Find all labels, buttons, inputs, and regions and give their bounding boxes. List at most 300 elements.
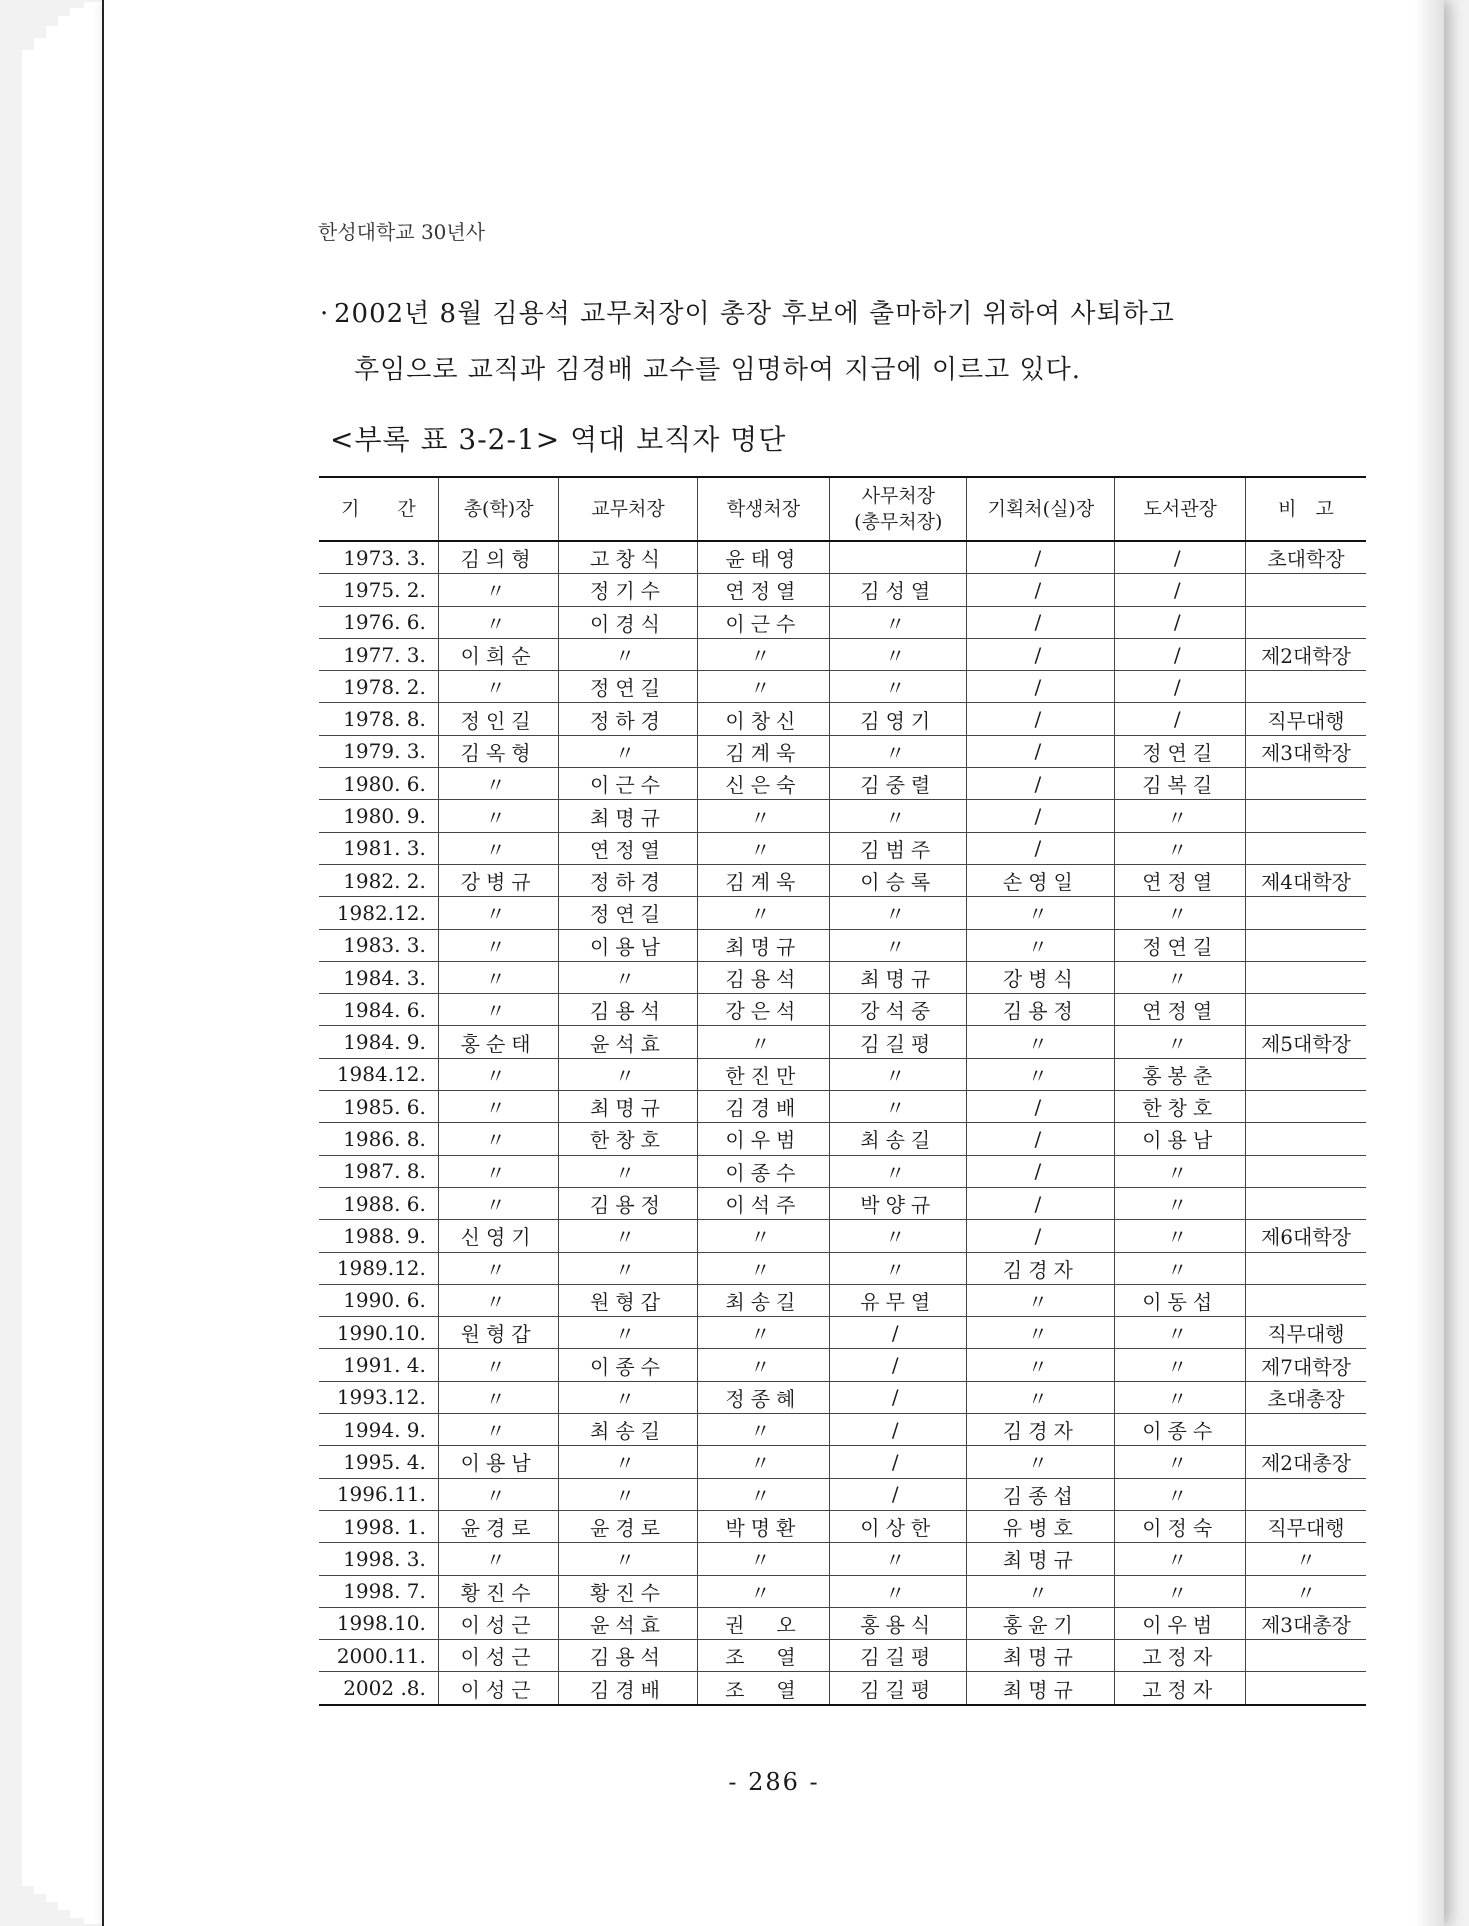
table-cell: 〃 [697,1414,830,1446]
table-cell: 강병규 [438,864,559,896]
table-cell: / [830,1317,967,1349]
table-cell: 이종수 [559,1349,697,1381]
table-cell: 김용정 [967,994,1115,1026]
table-cell: 〃 [697,638,830,670]
table-cell: 홍용식 [830,1607,967,1639]
table-cell: 김경배 [697,1091,830,1123]
table-cell: 제2대총장 [1245,1446,1366,1478]
table-cell: 제7대학장 [1245,1349,1366,1381]
table-cell: 김경자 [967,1252,1115,1284]
table-cell: 직무대행 [1245,1510,1366,1542]
table-cell: 이우범 [1115,1607,1245,1639]
table-row [319,800,1366,832]
table-cell: / [967,735,1115,767]
table-cell: / [830,1446,967,1478]
table-cell: 〃 [438,1284,559,1316]
table-cell: 김길평 [830,1672,967,1705]
table-cell [1245,768,1366,800]
table-cell: 〃 [438,574,559,606]
table-cell [1245,1058,1366,1090]
table-cell: 〃 [438,1187,559,1219]
table-cell [1245,961,1366,993]
table-cell: 김계욱 [697,864,830,896]
table-row [319,1349,1366,1381]
table-cell [1245,1284,1366,1316]
table-cell: 〃 [438,832,559,864]
table-cell: 〃 [830,638,967,670]
table-cell: 〃 [438,1155,559,1187]
table-cell: 최명규 [967,1672,1115,1705]
table-cell: 1976. 6. [319,606,438,638]
table-cell: 김경배 [559,1672,697,1705]
table-cell: 1998. 3. [319,1543,438,1575]
table-cell [1245,574,1366,606]
table-cell: 〃 [1115,1155,1245,1187]
table-cell: / [967,574,1115,606]
table-cell: 〃 [967,1381,1115,1413]
table-cell: 1982.12. [319,897,438,929]
table-row [319,638,1366,670]
table-cell: 홍봉춘 [1115,1058,1245,1090]
table-cell: 이정숙 [1115,1510,1245,1542]
table-row [319,1058,1366,1090]
table-cell: 〃 [967,897,1115,929]
header-academic-affairs: 교무처장 [559,477,697,541]
table-cell: 1980. 9. [319,800,438,832]
table-cell: 1990. 6. [319,1284,438,1316]
table-cell: 〃 [438,1381,559,1413]
table-cell: 박양규 [830,1187,967,1219]
paragraph-text-1: 2002년 8월 김용석 교무처장이 총장 후보에 출마하기 위하여 사퇴하고 [334,299,1175,329]
header-student-affairs [697,477,830,541]
table-cell: 1986. 8. [319,1123,438,1155]
table-caption: <부록 표 3-2-1> 역대 보직자 명단 [330,423,787,456]
table-cell: 〃 [438,1478,559,1510]
table-cell: 신은숙 [697,768,830,800]
table-cell: 홍순태 [438,1026,559,1058]
table-cell: 초대총장 [1245,1381,1366,1413]
table-cell: / [967,1091,1115,1123]
table-cell: 〃 [1115,832,1245,864]
table-cell: 〃 [559,1220,697,1252]
table-cell: 〃 [967,1026,1115,1058]
paragraph-line-1 [320,286,1380,342]
table-cell: 김의형 [438,541,559,574]
header-period: 기 간 [319,477,438,541]
table-cell: 1975. 2. [319,574,438,606]
table-cell: 이석주 [697,1187,830,1219]
table-cell: 손영일 [967,864,1115,896]
header-library: 도서관장 [1115,477,1245,541]
table-cell: 〃 [1115,800,1245,832]
table-cell: 1983. 3. [319,929,438,961]
table-cell [1245,1123,1366,1155]
bullet-mark: · [320,299,330,329]
table-cell: 김계욱 [697,735,830,767]
header-note: 비 고 [1245,477,1366,541]
table-cell: 최명규 [967,1543,1115,1575]
table-row [319,703,1366,735]
table-cell: 김중렬 [830,768,967,800]
table-row [319,864,1366,896]
header-planning: 기획처(실)장 [967,477,1115,541]
table-row [319,832,1366,864]
table-row [319,671,1366,703]
table-cell: 조 열 [697,1672,830,1705]
table-cell: 김범주 [830,832,967,864]
table-cell: 1984. 6. [319,994,438,1026]
table-cell: 정연길 [1115,735,1245,767]
table-cell: 신영기 [438,1220,559,1252]
table-cell: 고정자 [1115,1672,1245,1705]
table-cell: 초대학장 [1245,541,1366,574]
table-cell: 〃 [967,1349,1115,1381]
document-page [102,0,1444,1926]
table-cell: 〃 [830,897,967,929]
table-cell: / [830,1349,967,1381]
table-cell: 〃 [830,1220,967,1252]
table-cell: 이근수 [697,606,830,638]
table-cell: 1990.10. [319,1317,438,1349]
table-cell: 1984. 9. [319,1026,438,1058]
table-cell: 1984.12. [319,1058,438,1090]
table-cell: 제3대총장 [1245,1607,1366,1639]
table-row [319,541,1366,574]
table-cell: 1998. 7. [319,1575,438,1607]
table-row [319,961,1366,993]
table-cell: 김용정 [559,1187,697,1219]
table-cell: 이성근 [438,1640,559,1672]
table-cell: 김용석 [697,961,830,993]
table-cell: 〃 [1115,1478,1245,1510]
table-cell [1245,671,1366,703]
table-cell: 직무대행 [1245,703,1366,735]
table-cell: 〃 [1115,1252,1245,1284]
table-cell: 〃 [559,638,697,670]
table-cell: / [967,800,1115,832]
table-cell: 조 열 [697,1640,830,1672]
table-cell: 1977. 3. [319,638,438,670]
table-cell: 〃 [559,1252,697,1284]
table-cell: 1984. 3. [319,961,438,993]
table-cell [1245,897,1366,929]
table-cell: 정연길 [559,671,697,703]
table-cell: 한창호 [1115,1091,1245,1123]
table-cell: 1998. 1. [319,1510,438,1542]
table-header-row [319,477,1366,541]
table-row [319,1091,1366,1123]
table-row [319,1252,1366,1284]
table-cell: 〃 [697,800,830,832]
table-cell: / [1115,606,1245,638]
table-cell: / [830,1414,967,1446]
table-cell: 연정열 [1115,864,1245,896]
table-row [319,1672,1366,1705]
table-cell: 1978. 2. [319,671,438,703]
table-cell: 〃 [697,671,830,703]
table-cell: 〃 [830,1058,967,1090]
table-cell: / [967,1220,1115,1252]
table-cell: 〃 [830,671,967,703]
table-cell: 1979. 3. [319,735,438,767]
header-student-affairs-label: 학생처장 [726,498,801,520]
table-cell: 〃 [438,1414,559,1446]
table-cell: 〃 [438,1252,559,1284]
table-cell: 정연길 [1115,929,1245,961]
table-row [319,1155,1366,1187]
table-cell: 윤태영 [697,541,830,574]
table-row [319,1026,1366,1058]
table-cell: 〃 [1115,961,1245,993]
table-cell: 〃 [830,1155,967,1187]
table-cell: 〃 [559,1478,697,1510]
table-row [319,1381,1366,1413]
table-cell [1245,1187,1366,1219]
table-cell: 이용남 [559,929,697,961]
table-cell [1245,606,1366,638]
table-cell: 제3대학장 [1245,735,1366,767]
table-cell: 최송길 [830,1123,967,1155]
table-cell: 〃 [1115,1446,1245,1478]
table-cell: 강은석 [697,994,830,1026]
table-cell: 최명규 [697,929,830,961]
table-cell: 이근수 [559,768,697,800]
table-cell: 〃 [697,897,830,929]
table-cell: 직무대행 [1245,1317,1366,1349]
table-cell: 〃 [1115,897,1245,929]
body-paragraph [320,286,1380,398]
table-cell: 〃 [830,800,967,832]
table-cell: / [1115,574,1245,606]
table-cell: 〃 [1115,1381,1245,1413]
table-cell: 〃 [438,1543,559,1575]
table-cell: 김옥형 [438,735,559,767]
table-cell: 김길평 [830,1026,967,1058]
table-cell: 최송길 [697,1284,830,1316]
table-cell: 〃 [697,1543,830,1575]
table-cell: / [967,703,1115,735]
table-cell: 1991. 4. [319,1349,438,1381]
table-cell: 1980. 6. [319,768,438,800]
table-row [319,735,1366,767]
table-cell: 1994. 9. [319,1414,438,1446]
table-cell [1245,1155,1366,1187]
table-cell [830,541,967,574]
table-cell: 〃 [830,735,967,767]
table-cell: 1988. 9. [319,1220,438,1252]
table-row [319,606,1366,638]
table-cell: 최명규 [559,800,697,832]
table-cell: 제6대학장 [1245,1220,1366,1252]
table-cell: 1982. 2. [319,864,438,896]
table-cell: 강병식 [967,961,1115,993]
table-cell: 윤석효 [559,1026,697,1058]
table-cell: 〃 [559,1317,697,1349]
table-cell: 이용남 [1115,1123,1245,1155]
table-row [319,897,1366,929]
table-cell: / [967,1155,1115,1187]
paragraph-line-2: 후임으로 교직과 김경배 교수를 임명하여 지금에 이르고 있다. [354,355,1082,385]
table-cell: / [830,1478,967,1510]
table-cell: 〃 [697,832,830,864]
table-cell: 정인길 [438,703,559,735]
table-cell [1245,929,1366,961]
table-cell: 1993.12. [319,1381,438,1413]
table-cell: 김용석 [559,994,697,1026]
table-cell [1245,1252,1366,1284]
table-row [319,1640,1366,1672]
table-cell: / [967,606,1115,638]
table-cell: 이상한 [830,1510,967,1542]
table-cell: 〃 [1245,1575,1366,1607]
table-cell: 연정열 [697,574,830,606]
table-cell: 〃 [1115,1187,1245,1219]
table-cell: 1989.12. [319,1252,438,1284]
table-cell: / [1115,671,1245,703]
table-cell: 〃 [1115,1026,1245,1058]
table-cell: 〃 [830,1252,967,1284]
table-cell: 〃 [1115,1575,1245,1607]
table-cell: 〃 [967,929,1115,961]
table-cell: 1995. 4. [319,1446,438,1478]
table-cell: 2000.11. [319,1640,438,1672]
table-row [319,1284,1366,1316]
table-body [319,541,1366,1705]
table-cell: / [967,1187,1115,1219]
table-cell [1245,1672,1366,1705]
table-cell [1245,1091,1366,1123]
table-cell: 정기수 [559,574,697,606]
running-title: 한성대학교 30년사 [318,220,486,244]
table-cell: 〃 [438,994,559,1026]
table-cell: 김영기 [830,703,967,735]
table-cell: 2002 .8. [319,1672,438,1705]
table-cell: 〃 [830,1091,967,1123]
table-cell: 제4대학장 [1245,864,1366,896]
table-cell: 윤석효 [559,1607,697,1639]
table-cell: 원형갑 [438,1317,559,1349]
table-cell: 1985. 6. [319,1091,438,1123]
table-cell [1245,1414,1366,1446]
table-row [319,1510,1366,1542]
table-cell: 유병호 [967,1510,1115,1542]
table-cell: 연정열 [1115,994,1245,1026]
table-cell: 〃 [697,1220,830,1252]
table-cell: 〃 [438,961,559,993]
table-cell: 〃 [559,735,697,767]
table-cell: 〃 [559,1446,697,1478]
table-cell: 원형갑 [559,1284,697,1316]
table-cell: 〃 [1115,1220,1245,1252]
table-cell [1245,994,1366,1026]
table-cell: / [1115,703,1245,735]
table-cell [1245,1640,1366,1672]
table-cell: 〃 [697,1575,830,1607]
table-cell: 〃 [830,1543,967,1575]
table-cell: 제2대학장 [1245,638,1366,670]
table-cell: 〃 [438,897,559,929]
page-number: - 286 - [728,1768,820,1796]
table-cell: 〃 [1115,1317,1245,1349]
table-cell: 〃 [697,1349,830,1381]
table-row [319,1543,1366,1575]
table-row [319,1478,1366,1510]
table-cell: 〃 [967,1446,1115,1478]
header-general-affairs [830,477,967,541]
table-cell: 1973. 3. [319,541,438,574]
page-shadow [1414,0,1444,1926]
header-general-line-2: (총무처장) [854,511,943,533]
table-cell: 강석중 [830,994,967,1026]
table-cell: 1996.11. [319,1478,438,1510]
table-row [319,1317,1366,1349]
table-cell: 김성열 [830,574,967,606]
header-president: 총(학)장 [438,477,559,541]
table-cell: 〃 [1245,1543,1366,1575]
table-cell: / [1115,638,1245,670]
table-cell: 〃 [697,1252,830,1284]
table-cell [1245,800,1366,832]
table-cell: 〃 [559,1381,697,1413]
table-row [319,1575,1366,1607]
table-row [319,929,1366,961]
table-row [319,994,1366,1026]
table-cell: 이종수 [1115,1414,1245,1446]
table-cell: / [967,1123,1115,1155]
table-cell: 〃 [438,606,559,638]
table-cell: 황진수 [438,1575,559,1607]
table-cell: 이용남 [438,1446,559,1478]
table-cell: 권 오 [697,1607,830,1639]
table-row [319,1414,1366,1446]
table-cell: 〃 [697,1026,830,1058]
table-cell: 〃 [438,1123,559,1155]
table-cell: 〃 [438,671,559,703]
table-cell [1245,1478,1366,1510]
table-cell: 한창호 [559,1123,697,1155]
table-cell: 연정열 [559,832,697,864]
table-cell: / [830,1381,967,1413]
table-cell: 정하경 [559,864,697,896]
table-cell: 최명규 [967,1640,1115,1672]
table-cell: 〃 [438,1058,559,1090]
table-cell: 〃 [967,1317,1115,1349]
table-cell: / [967,671,1115,703]
table-cell: 박명환 [697,1510,830,1542]
table-cell: 김복길 [1115,768,1245,800]
table-cell: 1981. 3. [319,832,438,864]
table-cell: 〃 [967,1284,1115,1316]
table-cell: 고정자 [1115,1640,1245,1672]
table-cell: 윤경로 [438,1510,559,1542]
table-row [319,1607,1366,1639]
table-cell: 이창신 [697,703,830,735]
table-cell: 한진만 [697,1058,830,1090]
table-cell: 김길평 [830,1640,967,1672]
table-cell: 이성근 [438,1672,559,1705]
table-cell: 〃 [697,1317,830,1349]
officials-table [319,476,1366,1706]
table-cell: 〃 [559,1155,697,1187]
table-cell: 이동섭 [1115,1284,1245,1316]
table-cell: 〃 [697,1478,830,1510]
table-cell: 〃 [559,1543,697,1575]
table-cell: / [967,832,1115,864]
table-cell: / [967,541,1115,574]
table-cell: 최송길 [559,1414,697,1446]
table-cell: 정하경 [559,703,697,735]
table-cell: 〃 [830,606,967,638]
